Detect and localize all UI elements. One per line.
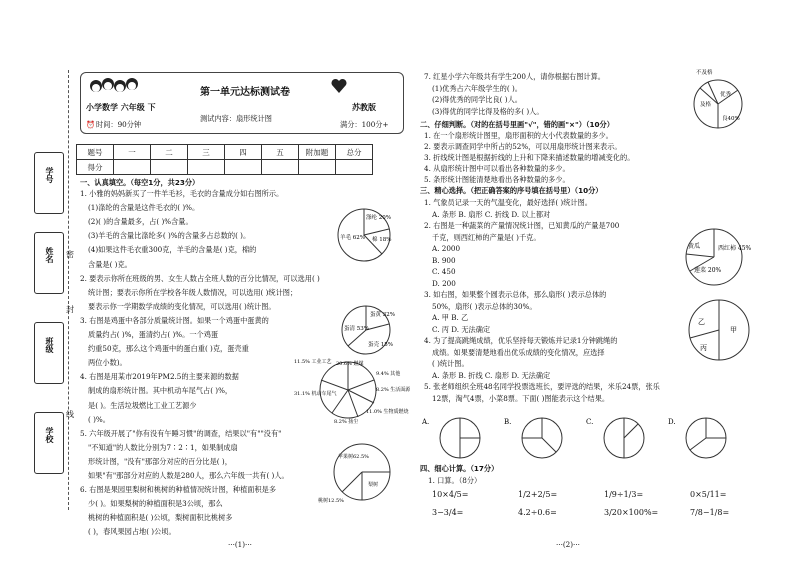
choice-line: B. 900 <box>432 255 456 265</box>
egg-pie-chart <box>338 302 398 358</box>
leftq-line: (3)羊毛的含量比涤纶多( )%的含量多占总数的( )。 <box>88 231 251 241</box>
egg-label-yolk: 蛋黄 32% <box>370 312 395 318</box>
score-cell[interactable] <box>151 160 188 175</box>
fruit-label-pear: 梨树 <box>368 482 379 488</box>
score-cell[interactable] <box>225 160 262 175</box>
leftq-line: 是( )。生活垃圾燃比工业工艺源少 <box>88 400 197 410</box>
choice-line: A. 条形 B. 扇形 C. 折线 D. 以上都对 <box>432 209 551 219</box>
wool-label-polyester: 涤纶 20% <box>366 215 391 221</box>
wool-pie-chart <box>330 205 400 265</box>
leftq-line: 2. 要表示你所在班级的男、女生人数占全班人数的百分比情况，可以选用( ) <box>80 273 320 283</box>
choice-line: ( )统计图。 <box>432 359 469 368</box>
calc-title: 1. 口算。（8分） <box>428 476 482 485</box>
leftq-line: ( )，春风果园占地( )公顷。 <box>88 527 176 537</box>
wool-label-wool: 羊毛 62% <box>340 235 365 241</box>
pm-label-dust: 8.2% 扬尘 <box>334 419 359 425</box>
leftq-line: 约重50克，那么这个鸡蛋中的蛋白重( )克，蛋壳重 <box>88 344 249 354</box>
calc-item[interactable]: 0×5/11= <box>690 490 727 499</box>
choice-line: C. 丙 D. 无法确定 <box>432 324 491 334</box>
leftq-line: 5. 六年级开展了"你有没有午睡习惯"的调查，结果以"有""没有" <box>80 428 282 438</box>
score-cell[interactable] <box>336 160 373 175</box>
leftq-line: 1. 小雅的妈妈新买了一件羊毛衫，毛衣的含量成分如右图所示。 <box>80 189 284 198</box>
leftq-line: 少( )。如果梨树的种植面积是3公顷，那么 <box>88 499 223 509</box>
grade-label-good: 良40% <box>722 116 740 122</box>
leftq-line: 4. 右图是用某市2019年PM2.5的主要来源的数据 <box>80 372 239 382</box>
choice-line: 5. 张老师组织全班48名同学投票选班长，要评选的结果，米乐24票，张乐 <box>424 382 660 391</box>
abc-label-c: 丙 <box>700 344 707 352</box>
section-4-title: 四、细心计算。（17分） <box>420 464 499 473</box>
leftq-line: "不知道"的人数比分别为7∶2∶1，如果制成扇 <box>88 442 238 452</box>
seal-mark-seal: 封 <box>66 305 74 314</box>
subject-label: 小学数学 六年级 下 <box>86 103 156 112</box>
school-tab[interactable]: 学校 <box>34 412 64 474</box>
leftq-line: 如果"有"那部分对应的人数是280人，那么六年级一共有( )人。 <box>88 471 289 480</box>
vegetable-pie-chart <box>680 226 750 288</box>
fruit-pie-chart <box>318 440 402 504</box>
veg-label-cucumber: 黄瓜 <box>688 243 701 250</box>
score-table-row: 得分 <box>77 160 373 175</box>
veg-label-lotus: 莲菜 20% <box>694 267 722 274</box>
judge-line: 1. 在一个扇形统计图里，扇形面积的大小代表数量的多少。 <box>424 131 613 140</box>
abc-label-b: 乙 <box>698 318 705 326</box>
calc-item[interactable]: 7/8−1/8= <box>690 508 730 517</box>
leftq-line: ( )%。 <box>88 414 110 424</box>
edition-label: 苏教版 <box>352 102 376 112</box>
score-table <box>76 144 373 175</box>
seal-mark-secret: 密 <box>66 250 74 259</box>
wool-label-cotton: 棉 18% <box>372 237 392 243</box>
option-d[interactable]: D. <box>668 418 676 426</box>
option-b[interactable]: B. <box>504 418 512 426</box>
choice-line: 12票，淘气4票，小菜8票。下面( )图能表示这个结果。 <box>432 393 610 403</box>
leftq-line: 形统计图，"没有"那部分对应的百分比是( )， <box>88 456 232 466</box>
fruit-label-peach: 桃树12.5% <box>318 498 344 504</box>
leftq-line: 质量约占( )%，蛋清约占( )%。一个鸡蛋 <box>88 330 219 339</box>
leftq-line: 两位小数)。 <box>88 358 127 368</box>
egg-label-white: 蛋清 53% <box>344 326 369 332</box>
abc-label-a: 甲 <box>730 326 737 334</box>
fruit-label-apple: 苹果树62.5% <box>338 454 369 460</box>
leftq-line: 统计图；要表示你所在学校各年级人数情况，可以选用( )统计图； <box>88 287 298 297</box>
leftq-line: (1)涤纶的含量是这件毛衣的( )%。 <box>88 203 200 213</box>
seal-mark-line: 线 <box>66 410 74 419</box>
rq7-line: (3)得优的同学比得及格的多( )人。 <box>432 106 544 116</box>
calc-item[interactable]: 3/20×100%= <box>604 508 659 517</box>
rq7-line: (2)得优秀的同学比良( )人。 <box>432 95 522 104</box>
leftq-line: 3. 右图是鸡蛋中各部分质量统计图。如果一个鸡蛋中蛋黄的 <box>80 315 269 325</box>
judge-line: 5. 条形统计图能清楚地看出各种数量的多少。 <box>424 175 570 184</box>
calc-item[interactable]: 10×4/5= <box>432 490 469 499</box>
leftq-line: 含量是( )克。 <box>88 259 132 269</box>
pm-label-coal: 20.6% 燃煤 <box>336 361 364 367</box>
choice-line: A. 2000 <box>432 244 461 253</box>
time-label: 时间：90分钟 <box>96 120 142 129</box>
pm-label-life: 8.2% 生活面源 <box>376 387 411 393</box>
score-cell[interactable] <box>299 160 336 175</box>
sidebar-line <box>68 70 70 510</box>
score-cell[interactable] <box>188 160 225 175</box>
page-title: 第一单元达标测试卷 <box>200 87 290 98</box>
judge-line: 4. 从扇形统计图中可以看出各种数量的多少。 <box>424 164 570 173</box>
leftq-line: 要表示你一学期数学成绩的变化情况，可以选用( )统计图。 <box>88 301 276 311</box>
pm-label-industry: 11.5% 工业工艺 <box>294 359 332 365</box>
heart-icon <box>330 78 348 94</box>
score-cell[interactable] <box>262 160 299 175</box>
section-3-title: 三、精心选择。（把正确答案的序号填在括号里）（10分） <box>420 186 603 195</box>
pm-label-vehicle: 31.1% 机动车尾气 <box>294 391 337 397</box>
calc-item[interactable]: 1/9÷1/3= <box>604 490 644 499</box>
egg-label-shell: 蛋壳 15% <box>368 342 393 348</box>
choice-line: 50%，扇形( )表示总体的30%。 <box>432 301 537 311</box>
full-score-label: 满分：100分+ <box>340 120 389 129</box>
option-a[interactable]: A. <box>422 418 430 426</box>
choice-line: 4. 为了提高跳绳成绩，优乐坚持每天锻炼并记录1分钟跳绳的 <box>424 336 618 345</box>
grade-label-pass: 及格 <box>700 102 712 108</box>
veg-label-tomato: 西红柿 45% <box>718 245 752 252</box>
grade-pie-chart <box>680 66 760 132</box>
page-number-left: ···(1)··· <box>228 540 252 549</box>
leftq-line: (4)如果这件毛衣重300克，羊毛的含量是( )克，棉的 <box>88 245 257 255</box>
section-1-title: 一、认真填空。（每空1分，共23分） <box>80 178 200 187</box>
option-c[interactable]: C. <box>586 418 594 426</box>
score-table-header: 题号 一 二 三 四 五 附加题 总分 <box>77 145 373 160</box>
choice-line: A. 甲 B. 乙 <box>432 313 469 322</box>
choice-line: 2. 右图是一种蔬菜的产量情况统计图，已知黄瓜的产量是700 <box>424 221 620 230</box>
leftq-line: 6. 右图是果园里梨树和桃树的种植情况统计图，种植面积是多 <box>80 485 277 495</box>
page-number-right: ···(2)··· <box>556 540 580 549</box>
leftq-line: (2)( )的含量最多，占( )%含量。 <box>88 217 193 227</box>
class-tab[interactable]: 班级 <box>34 322 64 384</box>
clock-icon: ⏰ <box>86 120 95 129</box>
name-tab[interactable]: 姓名 <box>34 232 64 294</box>
choice-line: A. 条形 B. 折线 C. 扇形 D. 无法确定 <box>432 370 551 380</box>
section-2-title: 二、仔细判断。（对的在括号里画"√"，错的画"×"）（10分） <box>420 120 614 129</box>
rq7-line: 7. 红星小学六年级共有学生200人，请你根据右图计算。 <box>424 72 605 81</box>
grade-pie-title: 不及格 <box>696 70 713 76</box>
option-pies[interactable] <box>420 414 760 462</box>
score-cell[interactable] <box>114 160 151 175</box>
calc-item[interactable]: 1/2+2/5= <box>518 490 558 499</box>
judge-line: 2. 要表示调查同学中所占的52%，可以用扇形统计图来表示。 <box>424 142 622 151</box>
leftq-line: 制成的扇形统计图。其中机动车尾气占( )%， <box>88 386 233 396</box>
choice-line: 3. 如右图，如果整个圆表示总体，那么扇形( )表示总体的 <box>424 290 607 299</box>
choice-line: D. 200 <box>432 278 456 288</box>
grade-label-excellent: 优秀 <box>720 92 732 98</box>
choice-line: 千克，则西红柿的产量是( )千克。 <box>432 232 541 242</box>
rq7-line: (1)优秀占六年级学生的( )。 <box>432 83 522 93</box>
calc-item[interactable]: 4.2÷0.6= <box>518 508 557 517</box>
judge-line: 3. 折线统计图是根据折线的上升和下降来描述数量的增减变化的。 <box>424 153 635 162</box>
kids-illustration <box>88 74 144 104</box>
abc-pie-chart <box>684 296 754 364</box>
content-label: 测试内容：扇形统计图 <box>200 114 272 123</box>
pm-label-bio: 11.0% 生物质燃烧 <box>366 409 409 415</box>
pm25-pie-chart <box>292 355 411 425</box>
student-id-tab[interactable]: 学号 <box>34 152 64 214</box>
choice-line: 成绩。如果要清楚地看出优乐成绩的变化情况，应选择 <box>432 347 605 357</box>
calc-item[interactable]: 3−3/4= <box>432 508 464 517</box>
choice-line: C. 450 <box>432 267 456 276</box>
leftq-line: 桃树的种植面积是( )公顷，梨树面积比桃树多 <box>88 513 233 523</box>
choice-line: 1. 气象员记录一天的气温变化，最好选择( )统计图。 <box>424 198 592 207</box>
pm-label-other: 9.4% 其他 <box>376 371 401 377</box>
